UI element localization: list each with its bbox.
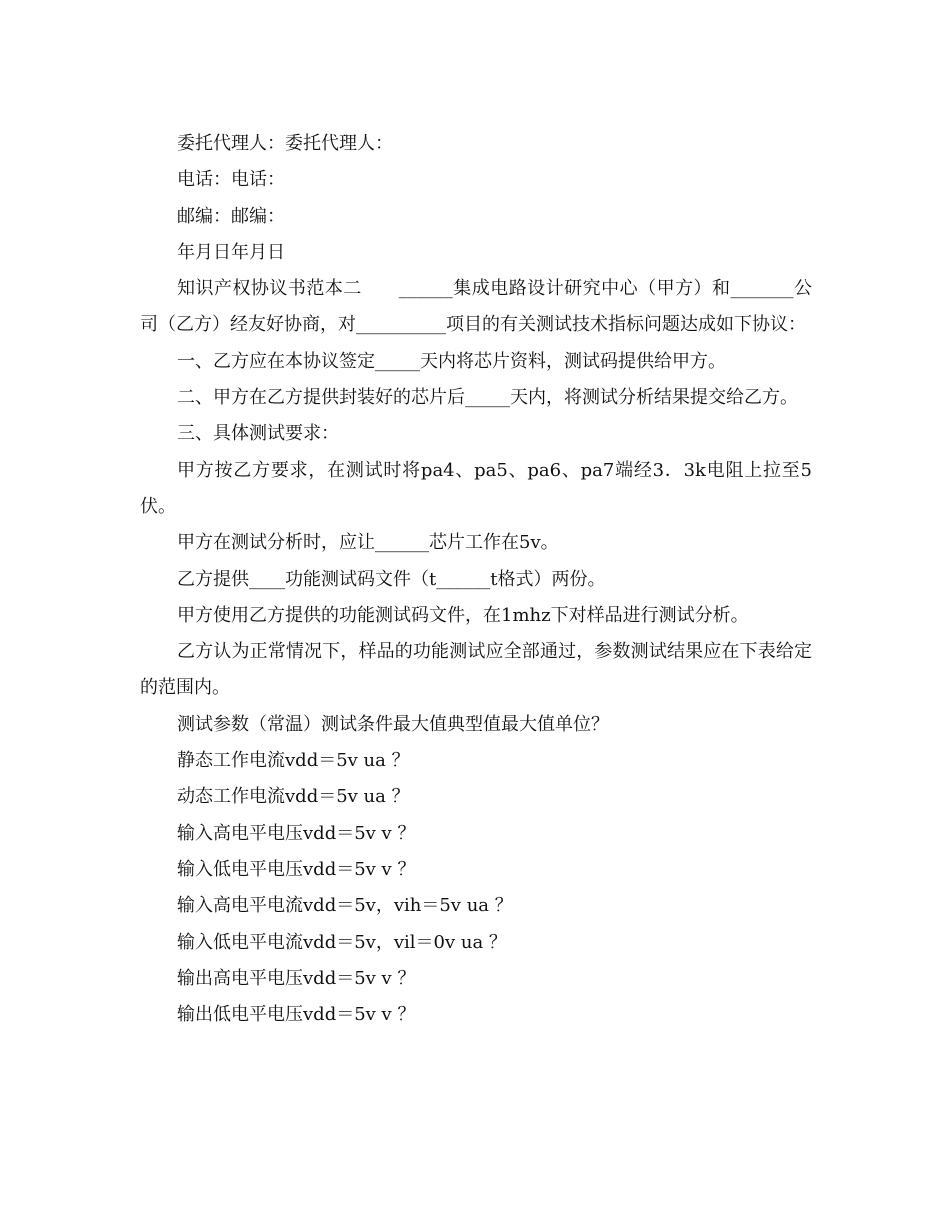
paragraph-clause-2: 二、甲方在乙方提供封装好的芯片后_____天内，将测试分析结果提交给乙方。: [177, 387, 798, 409]
table-header-line: 测试参数（常温）测试条件最大值典型值最大值单位？: [177, 713, 609, 735]
paragraph-frequency: 甲方使用乙方提供的功能测试码文件，在1mhz下对样品进行测试分析。: [177, 604, 749, 626]
paragraph-postcode: 邮编：邮编：: [177, 205, 285, 227]
document-body: [140, 126, 812, 1033]
paragraph-clause-1: 一、乙方应在本协议签定_____天内将芯片资料，测试码提供给甲方。: [177, 350, 726, 372]
paragraph-agent: 委托代理人：委托代理人：: [177, 133, 393, 154]
paragraph-voltage: 甲方在测试分析时，应让______芯片工作在5v。: [177, 532, 559, 554]
table-row-output-low-voltage: 输出低电平电压vdd＝5v v ？: [177, 1004, 416, 1026]
paragraph-clause-3-heading: 三、具体测试要求：: [177, 423, 339, 445]
table-row-static-current: 静态工作电流vdd＝5v ua ？: [177, 750, 410, 772]
paragraph-test-code: 乙方提供____功能测试码文件（t______t格式）两份。: [177, 568, 606, 590]
table-row-input-low-current: 输入低电平电流vdd＝5v，vil＝0v ua ？: [177, 931, 507, 953]
table-row-output-high-voltage: 输出高电平电压vdd＝5v v ？: [177, 967, 416, 989]
paragraph-pullup: 甲方按乙方要求，在测试时将pa4、pa5、pa6、pa7端经3．3k电阻上拉至5伏。: [140, 459, 812, 517]
table-row-dynamic-current: 动态工作电流vdd＝5v ua ？: [177, 786, 410, 808]
table-row-input-high-voltage: 输入高电平电压vdd＝5v v ？: [177, 822, 416, 844]
table-row-input-low-voltage: 输入低电平电压vdd＝5v v ？: [177, 858, 416, 880]
table-row-input-high-current: 输入高电平电流vdd＝5v，vih＝5v ua ？: [177, 895, 513, 917]
paragraph-phone: 电话：电话：: [177, 169, 285, 191]
paragraph-intro: 知识产权协议书范本二 ______集成电路设计研究中心（甲方）和_______公司（乙方）经友好协商，对__________项目的有关测试技术指标问题达成如下协议：: [140, 278, 812, 336]
paragraph-pass-criteria: 乙方认为正常情况下，样品的功能测试应全部通过，参数测试结果应在下表给定的范围内。: [140, 641, 812, 699]
paragraph-date: 年月日年月日: [177, 241, 285, 263]
